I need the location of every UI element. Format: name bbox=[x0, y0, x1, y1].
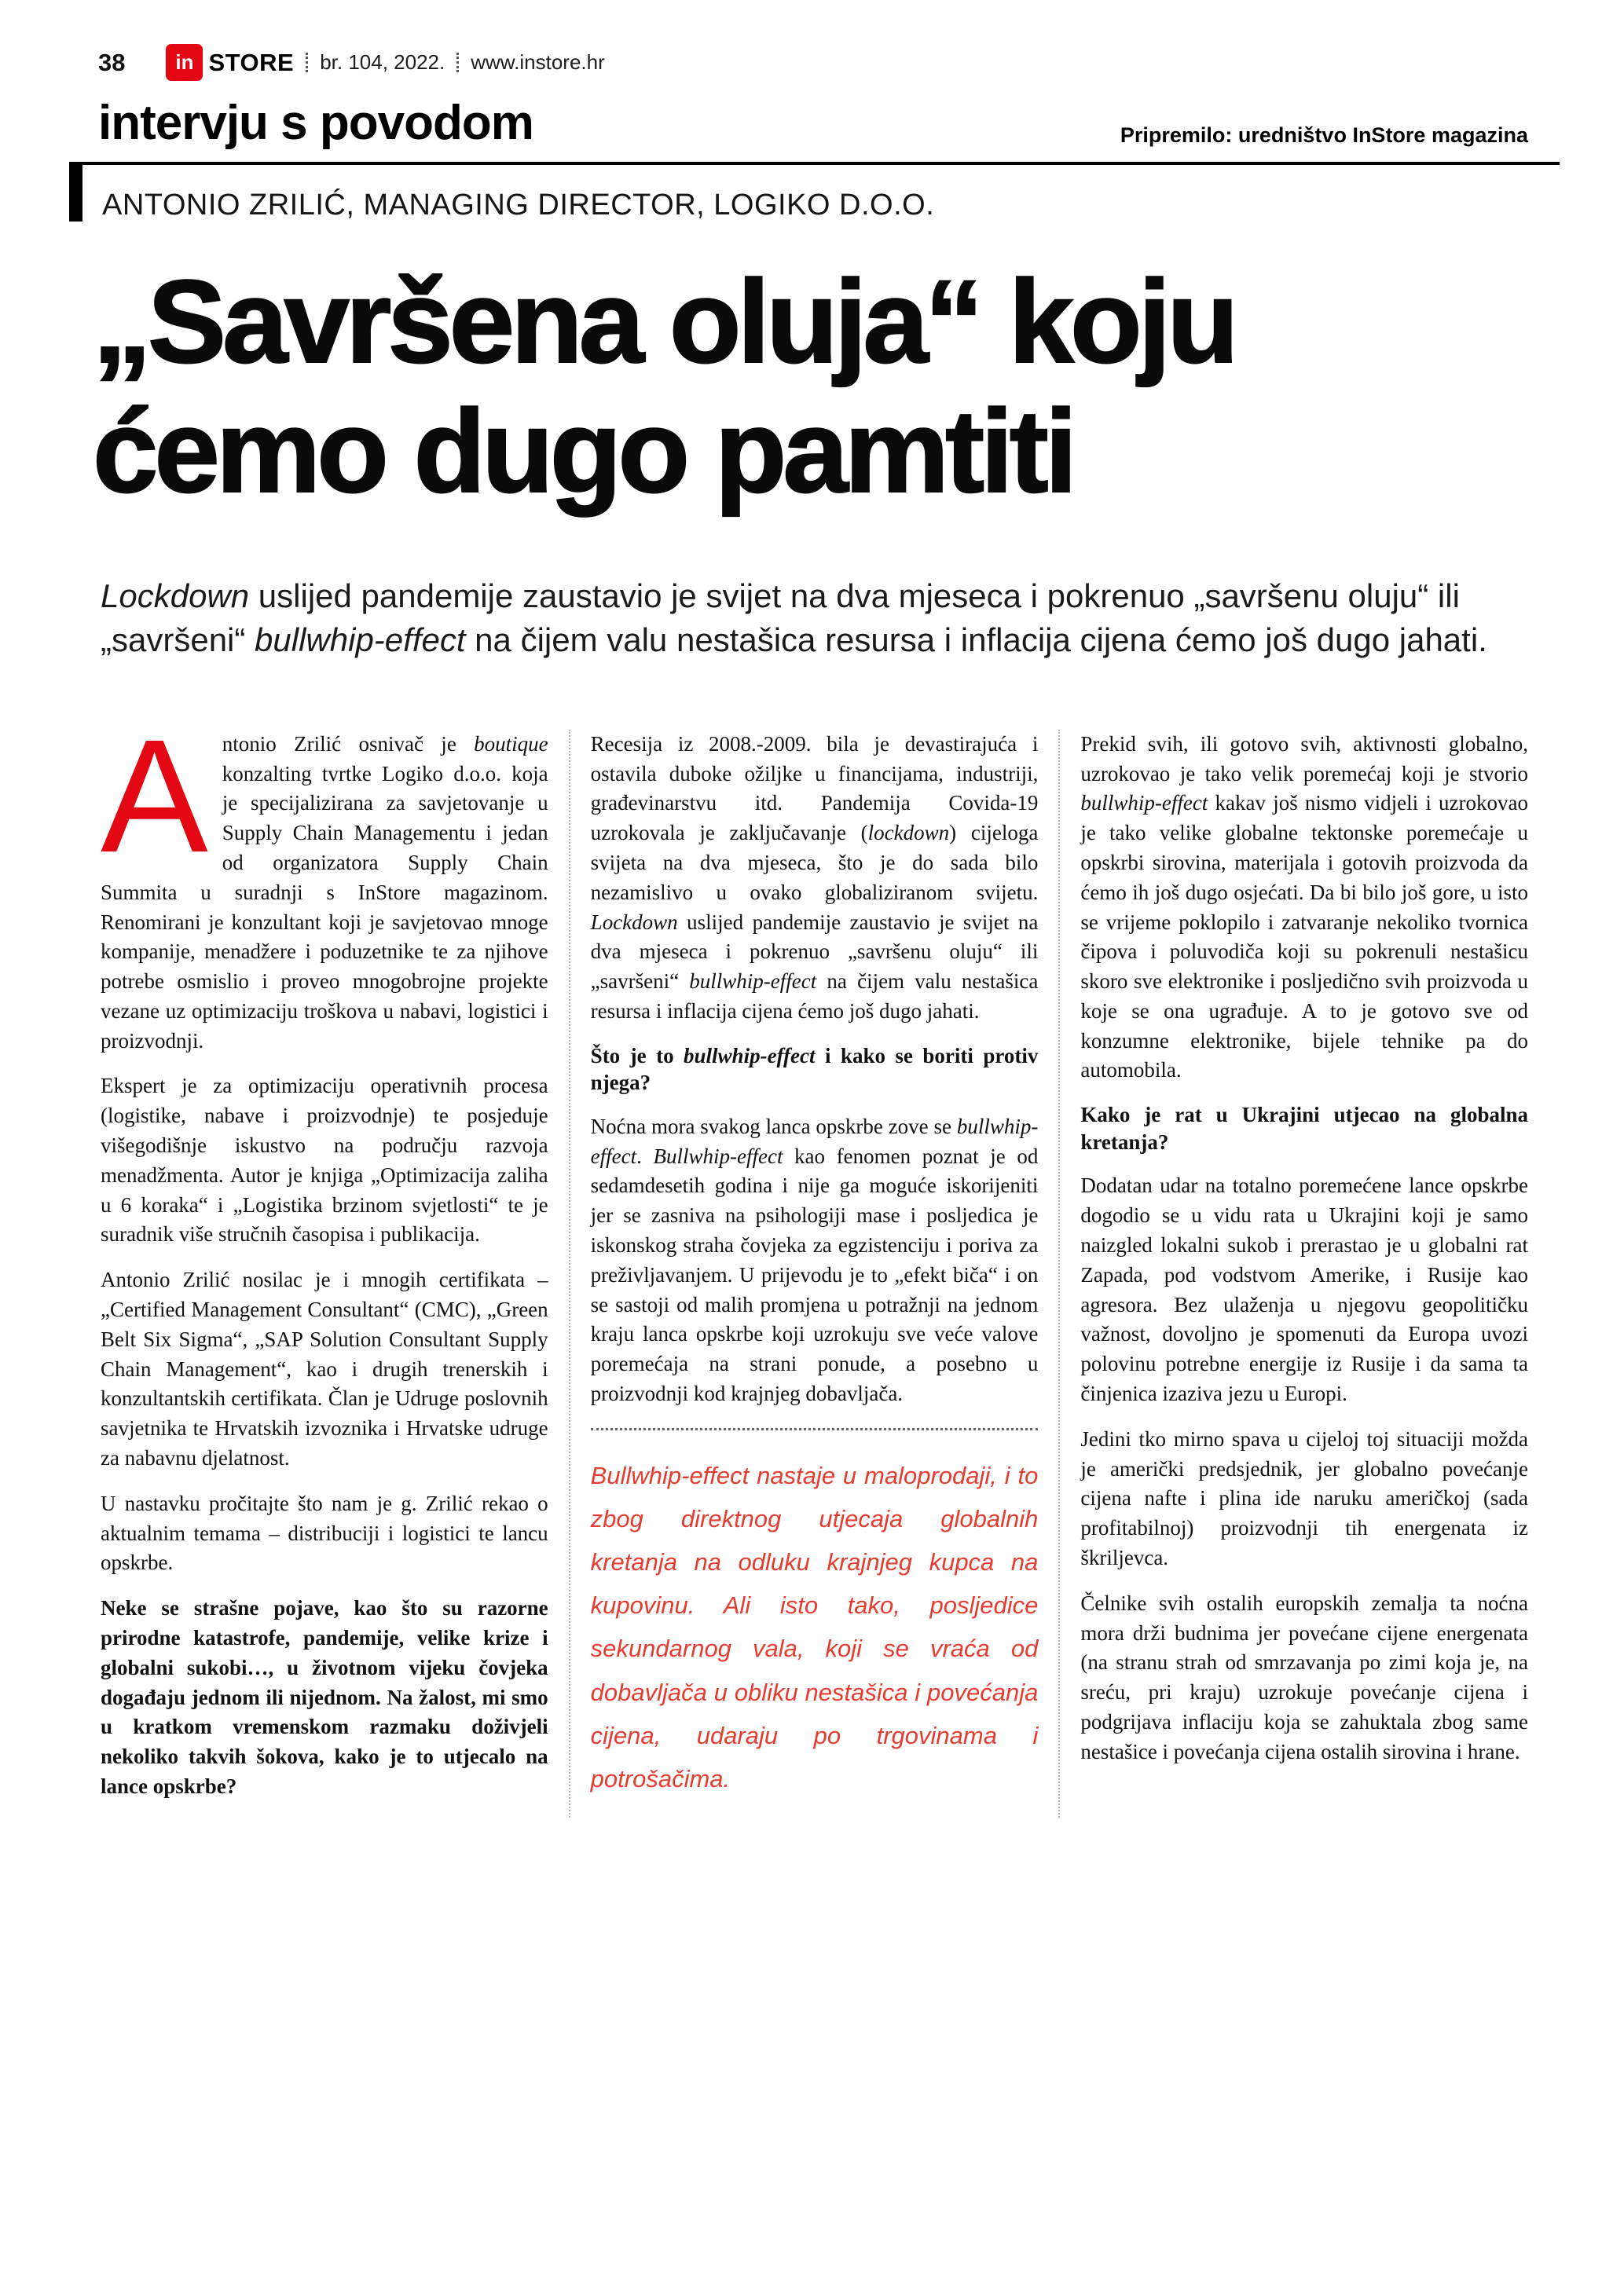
text-run: Čelnike svih ostalih europskih zemalja ta noćna mora drži budnima jer povećane cijene energenata (na stranu strah od smrzavanja po zimi koja je, na sreću, pri kraju) uzrokuje povećanje cijena i podgrijava inflaciju koja se zahuktala zbog same nestašice i povećanja cijena ostalih sirovina i hrane. bbox=[1080, 1591, 1529, 1763]
text-run: Noćna mora svakog lanca opskrbe zove se bbox=[590, 1114, 957, 1138]
emphasized-text: bullwhip-effect bbox=[1080, 791, 1208, 815]
emphasized-text: Lockdown bbox=[101, 577, 250, 614]
text-run: uslijed pandemije zaustavio je svijet na dva mjeseca i pokrenuo „savršenu oluju“ ili „savršeni“ bbox=[590, 910, 1039, 994]
text-run: Recesija iz 2008.-2009. bila je devastirajuća i ostavila duboke ožiljke u financijama, industriji, građevinarstvu itd. Pandemija Covida-19 uzrokovala je zaključavanje ( bbox=[590, 731, 1039, 845]
header-divider bbox=[456, 53, 459, 72]
column-2 bbox=[591, 730, 1039, 1818]
text-run: U nastavku pročitajte što nam je g. Zrilić rekao o aktualnim temama – distribuciji i logistici te lancu opskrbe. bbox=[101, 1491, 548, 1575]
text-run: Bullwhip-effect nastaje u maloprodaji, i to zbog direktnog utjecaja globalnih kretanja na odluku krajnjeg kupca na kupovinu. Ali isto tako, posljedice sekundarnog vala, koji se vraća od dobavljača u obliku nestašica i povećanja cijena, udaraju po trgovinama i potrošačima. bbox=[590, 1461, 1039, 1792]
prepared-by: Pripremilo: uredništvo InStore magazina bbox=[1120, 123, 1528, 147]
text-run: Ekspert je za optimizaciju operativnih procesa (logistike, nabave i proizvodnje) te posjeduje višegodišnje iskustvo na području razvoja menadžmenta. Autor je knjiga „Optimizacija zaliha u 6 koraka“ i „Logistika brzinom svjetlosti“ te je suradnik više stručnih časopisa i publikacija. bbox=[101, 1074, 548, 1247]
drop-cap: A bbox=[101, 705, 208, 886]
emphasized-text: lockdown bbox=[867, 821, 950, 845]
text-run: ) cijeloga svijeta na dva mjeseca, što je do sada bilo nezamislivo u ovako globaliziranom svijetu. bbox=[590, 821, 1039, 904]
column-1 bbox=[101, 705, 548, 1818]
horizontal-rule bbox=[69, 162, 1560, 165]
question-paragraph bbox=[101, 1594, 548, 1802]
column-divider bbox=[1058, 730, 1060, 1818]
section-title: intervju s povodom bbox=[98, 96, 533, 150]
issue-number: br. 104, 2022. bbox=[320, 50, 445, 74]
text-run: Prekid svih, ili gotovo svih, aktivnosti globalno, uzrokovao je tako velik poremećaj koji je stvorio bbox=[1080, 731, 1529, 785]
text-run: Jedini tko mirno spava u cijeloj toj situaciji možda je američki predsjednik, jer globalno povećanje cijena nafte i plina ide naruku američkoj (sada profitabilnoj) proizvodnji tih energenata iz škriljevca. bbox=[1080, 1426, 1529, 1569]
article-body bbox=[101, 705, 1529, 1818]
text-run: Neke se strašne pojave, kao što su razorne prirodne katastrofe, pandemije, velike krize i globalni sukobi…, u životnom vijeku čovjeka događaju jednom ili nijednom. Na žalost, mi smo u kratkom vremenskom razmaku doživjeli nekoliko takvih šokova, kako je to utjecalo na lance opskrbe? bbox=[101, 1596, 548, 1799]
lead-paragraph bbox=[101, 574, 1528, 662]
paragraph bbox=[101, 1071, 548, 1250]
headline-line-1: „Savršena oluja“ koju bbox=[93, 255, 1235, 387]
text-run: konzalting tvrtke Logiko d.o.o. koja je specijalizirana za savjetovanje u Supply Chain Managementu i jedan od organizatora Supply Chain Summita u suradnji s InStore magazinom. Renomirani je konzultant koji je savjetovao mnoge kompanije, menadžere i poduzetnike te za njihove potrebe osmislio i proveo mnogobrojne projekte vezane uz optimizaciju troškova u nabavi, logistici i proizvodnji. bbox=[101, 761, 548, 1053]
instore-logo bbox=[166, 44, 294, 81]
headline bbox=[93, 257, 1553, 516]
text-run: Dodatan udar na totalno poremećene lance opskrbe dogodio se u vidu rata u Ukrajini koji je samo naizgled lokalni sukob i prerastao je u globalni rat Zapada, pod vodstvom Amerike, i Rusije kao agresora. Bez ulaženja u njegovu geopolitičku važnost, dovoljno je spomenuti da Europa uvozi polovinu potrebne energije iz Rusije i da sama ta činjenica izaziva jezu u Europi. bbox=[1080, 1174, 1529, 1405]
column-3 bbox=[1080, 730, 1528, 1818]
paragraph bbox=[591, 1112, 1039, 1409]
text-run: kakav još nismo vidjeli i uzrokovao je tako velike globalne tektonske poremećaje u opskrbi sirovina, materijala i gotovih proizvoda da ćemo ih još dugo osjećati. Da bi bilo još gore, u isto se vrijeme poklopilo i zatvaranje nekoliko tvornica čipova i poluvodiča koji su pokrenuli nestašicu skoro sve elektronike i posljedično svih proizvoda u koje se ona ugrađuje. A to je gotovo sve od konzumne elektronike, bijele tehnike pa do automobila. bbox=[1080, 791, 1529, 1082]
emphasized-text: bullwhip-effect bbox=[684, 1043, 816, 1067]
headline-line-2: ćemo dugo pamtiti bbox=[93, 385, 1074, 517]
text-run: Što je to bbox=[590, 1043, 684, 1067]
page-header bbox=[98, 44, 1528, 81]
emphasized-text: Bullwhip-effect bbox=[653, 1144, 783, 1168]
paragraph bbox=[1080, 1589, 1528, 1767]
emphasized-text: bullwhip-effect bbox=[590, 1114, 1039, 1168]
text-run: na čijem valu nestašica resursa i inflacija cijena ćemo još dugo jahati. bbox=[590, 969, 1039, 1023]
text-run: i kako se boriti protiv njega? bbox=[590, 1043, 1039, 1095]
text-run: kao fenomen poznat je od sedamdesetih godina i nije ga moguće iskorijeniti jer se zasniva na psihologiji mase i posljedica je iskonskog straha čovjeka za egzistenciju i poriva za preživljavanjem. U prijevodu je to „efekt biča“ i on se sastoji od malih promjena u potražnji na jednom kraju lanca opskrbe koji uzrokuju sve veće valove poremećaja na strani ponude, a posebno u proizvodnji kod krajnjeg dobavljača. bbox=[590, 1144, 1039, 1405]
column-divider bbox=[569, 730, 570, 1818]
instore-logo-text: STORE bbox=[208, 48, 295, 76]
pull-quote bbox=[591, 1428, 1039, 1800]
text-run: Antonio Zrilić nosilac je i mnogih certifikata – „Certified Management Consultant“ (CMC), „Green Belt Six Sigma“, „SAP Solution Consultant Supply Chain Management“, kao i drugih trenerskih i konzultantskih certifikata. Član je Udruge poslovnih savjetnika te Hrvatskih izvoznika i Hrvatske udruge za nabavnu djelatnost. bbox=[101, 1268, 548, 1470]
header-divider bbox=[306, 53, 308, 72]
paragraph bbox=[1080, 730, 1528, 1086]
paragraph bbox=[1080, 1425, 1528, 1573]
rule-tab bbox=[69, 162, 82, 222]
emphasized-text: Lockdown bbox=[590, 910, 678, 934]
kicker: ANTONIO ZRILIĆ, MANAGING DIRECTOR, LOGIKO D.O.O. bbox=[102, 189, 935, 222]
text-run: Kako je rat u Ukrajini utjecao na globalna kretanja? bbox=[1080, 1103, 1529, 1154]
text-run: ntonio Zrilić osnivač je bbox=[222, 731, 475, 756]
paragraph bbox=[1080, 1171, 1528, 1408]
website-url: www.instore.hr bbox=[471, 50, 605, 74]
page-number: 38 bbox=[98, 48, 126, 76]
paragraph bbox=[101, 1489, 548, 1578]
paragraph bbox=[101, 1265, 548, 1474]
emphasized-text: bullwhip-effect bbox=[689, 969, 817, 994]
paragraph bbox=[591, 730, 1039, 1027]
subhead bbox=[1080, 1101, 1528, 1155]
opening-paragraph bbox=[101, 705, 548, 1056]
text-run: na čijem valu nestašica resursa i inflacija cijena ćemo još dugo jahati. bbox=[465, 621, 1487, 658]
emphasized-text: boutique bbox=[474, 731, 548, 756]
text-run: uslijed pandemije zaustavio je svijet na dva mjeseca i pokrenuo „savršenu oluju“ ili „savršeni“ bbox=[101, 577, 1460, 658]
section-row bbox=[98, 95, 1528, 151]
subhead bbox=[591, 1042, 1039, 1097]
instore-logo-icon: in bbox=[166, 44, 203, 81]
emphasized-text: bullwhip-effect bbox=[255, 621, 466, 658]
text-run: . bbox=[636, 1144, 654, 1168]
